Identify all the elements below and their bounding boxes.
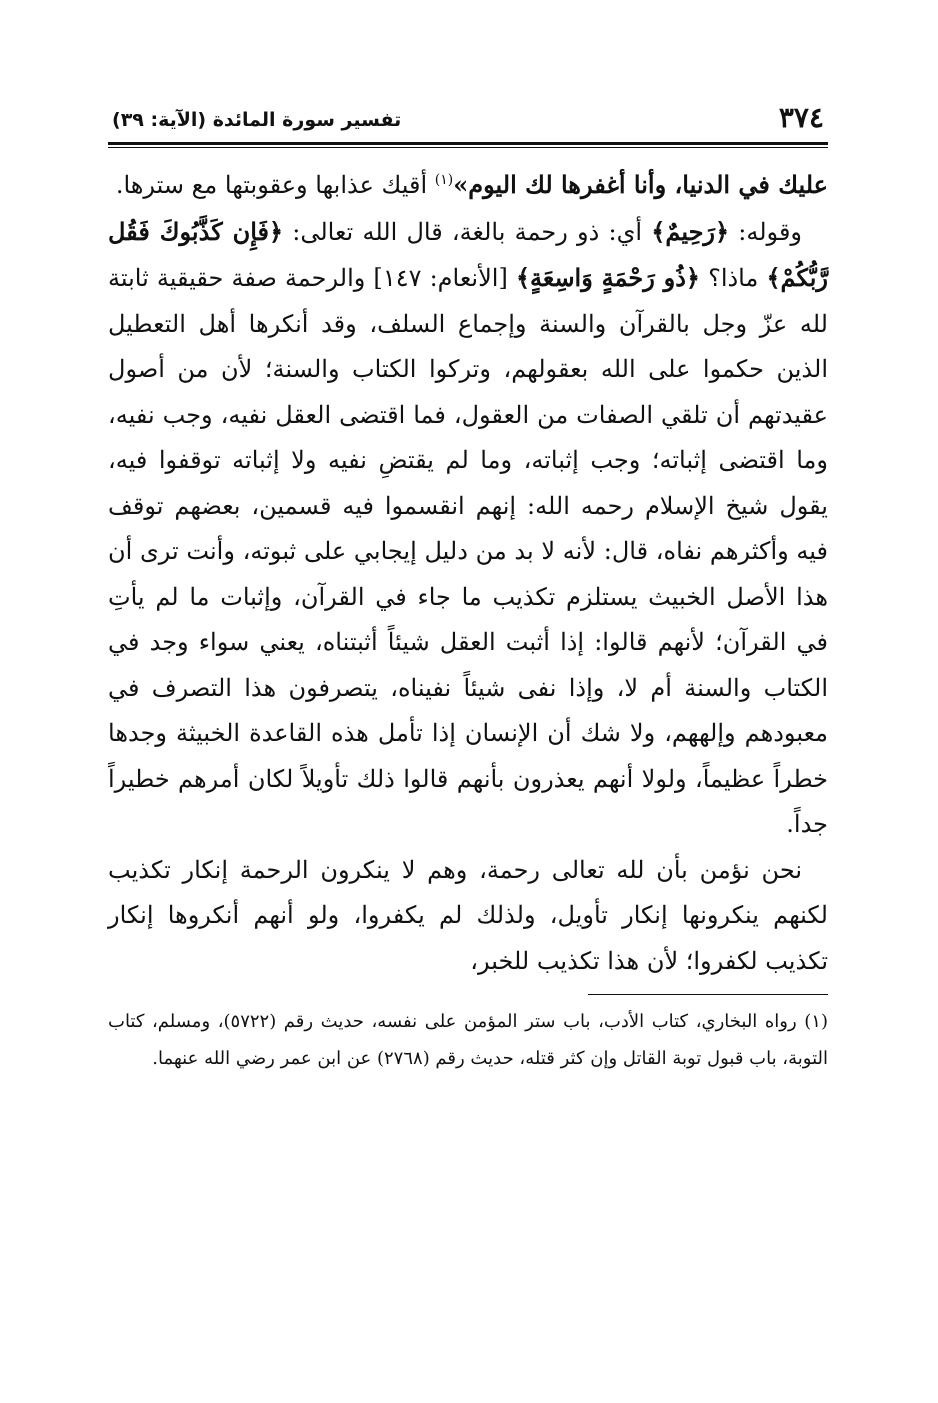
paragraph-2-intro: وقوله: [729, 217, 803, 246]
paragraph-2-text-b: ماذا؟ [699, 264, 767, 292]
paragraph-2-text-c: [الأنعام: ١٤٧] والرحمة صفة حقيقية ثابتة لله عزّ وجل بالقرآن والسنة وإجماع السلف، وقد أنكرها أهل التعطيل الذين حكموا على الله بعقولهم، وتركوا الكتاب والسنة؛ لأن من أصول عقيدتهم أن تلقي الصفات من العقول، فما اقتضى العقل نفيه، وجب نفيه، وما اقتضى إثباته؛ وجب إثباته، وما لم يقتضِ نفيه ولا إثباته توقفوا فيه، يقول شيخ الإسلام رحمه الله: إنهم انقسموا فيه قسمين، بعضهم توقف فيه وأكثرهم نفاه، قال: لأنه لا بد من دليل إيجابي على ثبوته، وأنت ترى أن هذا الأصل الخبيث يستلزم تكذيب ما جاء في القرآن، وإثبات ما لم يأتِ في القرآن؛ لأنهم قالوا: إذا أثبت العقل شيئاً أثبتناه، يعني سواء وجد في الكتاب والسنة أم لا، وإذا نفى شيئاً نفيناه، يتصرفون هذا التصرف في معبودهم وإلههم، ولا شك أن الإنسان إذا تأمل هذه القاعدة الخبيثة وجدها خطراً عظيماً، ولولا أنهم يعذرون بأنهم قالوا ذلك تأويلاً لكان أمرهم خطيراً جداً. [108, 264, 828, 838]
quran-verse-dhu-rahma: ﴿ذُو رَحْمَةٍ وَاسِعَةٍ﴾ [515, 263, 700, 292]
paragraph-1-rest: أقيك عذابها وعقوبتها مع سترها. [115, 171, 435, 199]
paragraph-3: نحن نؤمن بأن لله تعالى رحمة، وهم لا ينكرون الرحمة إنكار تكذيب لكنهم ينكرونها إنكار تأويل، ولذلك لم يكفروا، ولو أنهم أنكروها إنكار تكذيب لكفروا؛ لأن هذا تكذيب للخبر، [108, 855, 828, 975]
footnote-separator [588, 994, 828, 995]
hadith-quote: عليك في الدنيا، وأنا أغفرها لك اليوم» [453, 170, 828, 199]
header-rule-thick [108, 142, 828, 145]
footnote-ref: (١) [434, 172, 454, 188]
running-title: تفسير سورة المائدة (الآية: ٣٩) [112, 109, 402, 131]
footnote-1: (١) رواه البخاري، كتاب الأدب، باب ستر المؤمن على نفسه، حديث رقم (٥٧٢٢)، ومسلم، كتاب التوبة، باب قبول توبة القاتل وإن كثر قتله، حديث رقم (٢٧٦٨) عن ابن عمر رضي الله عنهما. [108, 1011, 828, 1069]
quran-word-rahim: ﴿رَحِيمٌ﴾ [651, 216, 730, 246]
quran-verse-fa-in-kadhdhabuka: ﴿فَإِن كَذَّبُوكَ فَقُل رَّبُّكُمْ﴾ [108, 216, 829, 292]
page-number: ٣٧٤ [778, 101, 824, 134]
book-page [108, 92, 828, 1095]
header-rule-thin [108, 147, 828, 148]
running-header [108, 92, 828, 138]
body-text [108, 162, 828, 984]
paragraph-2-text-a: أي: ذو رحمة بالغة، قال الله تعالى: [283, 217, 652, 246]
paragraph-1 [108, 162, 828, 209]
paragraph-2 [108, 209, 828, 848]
